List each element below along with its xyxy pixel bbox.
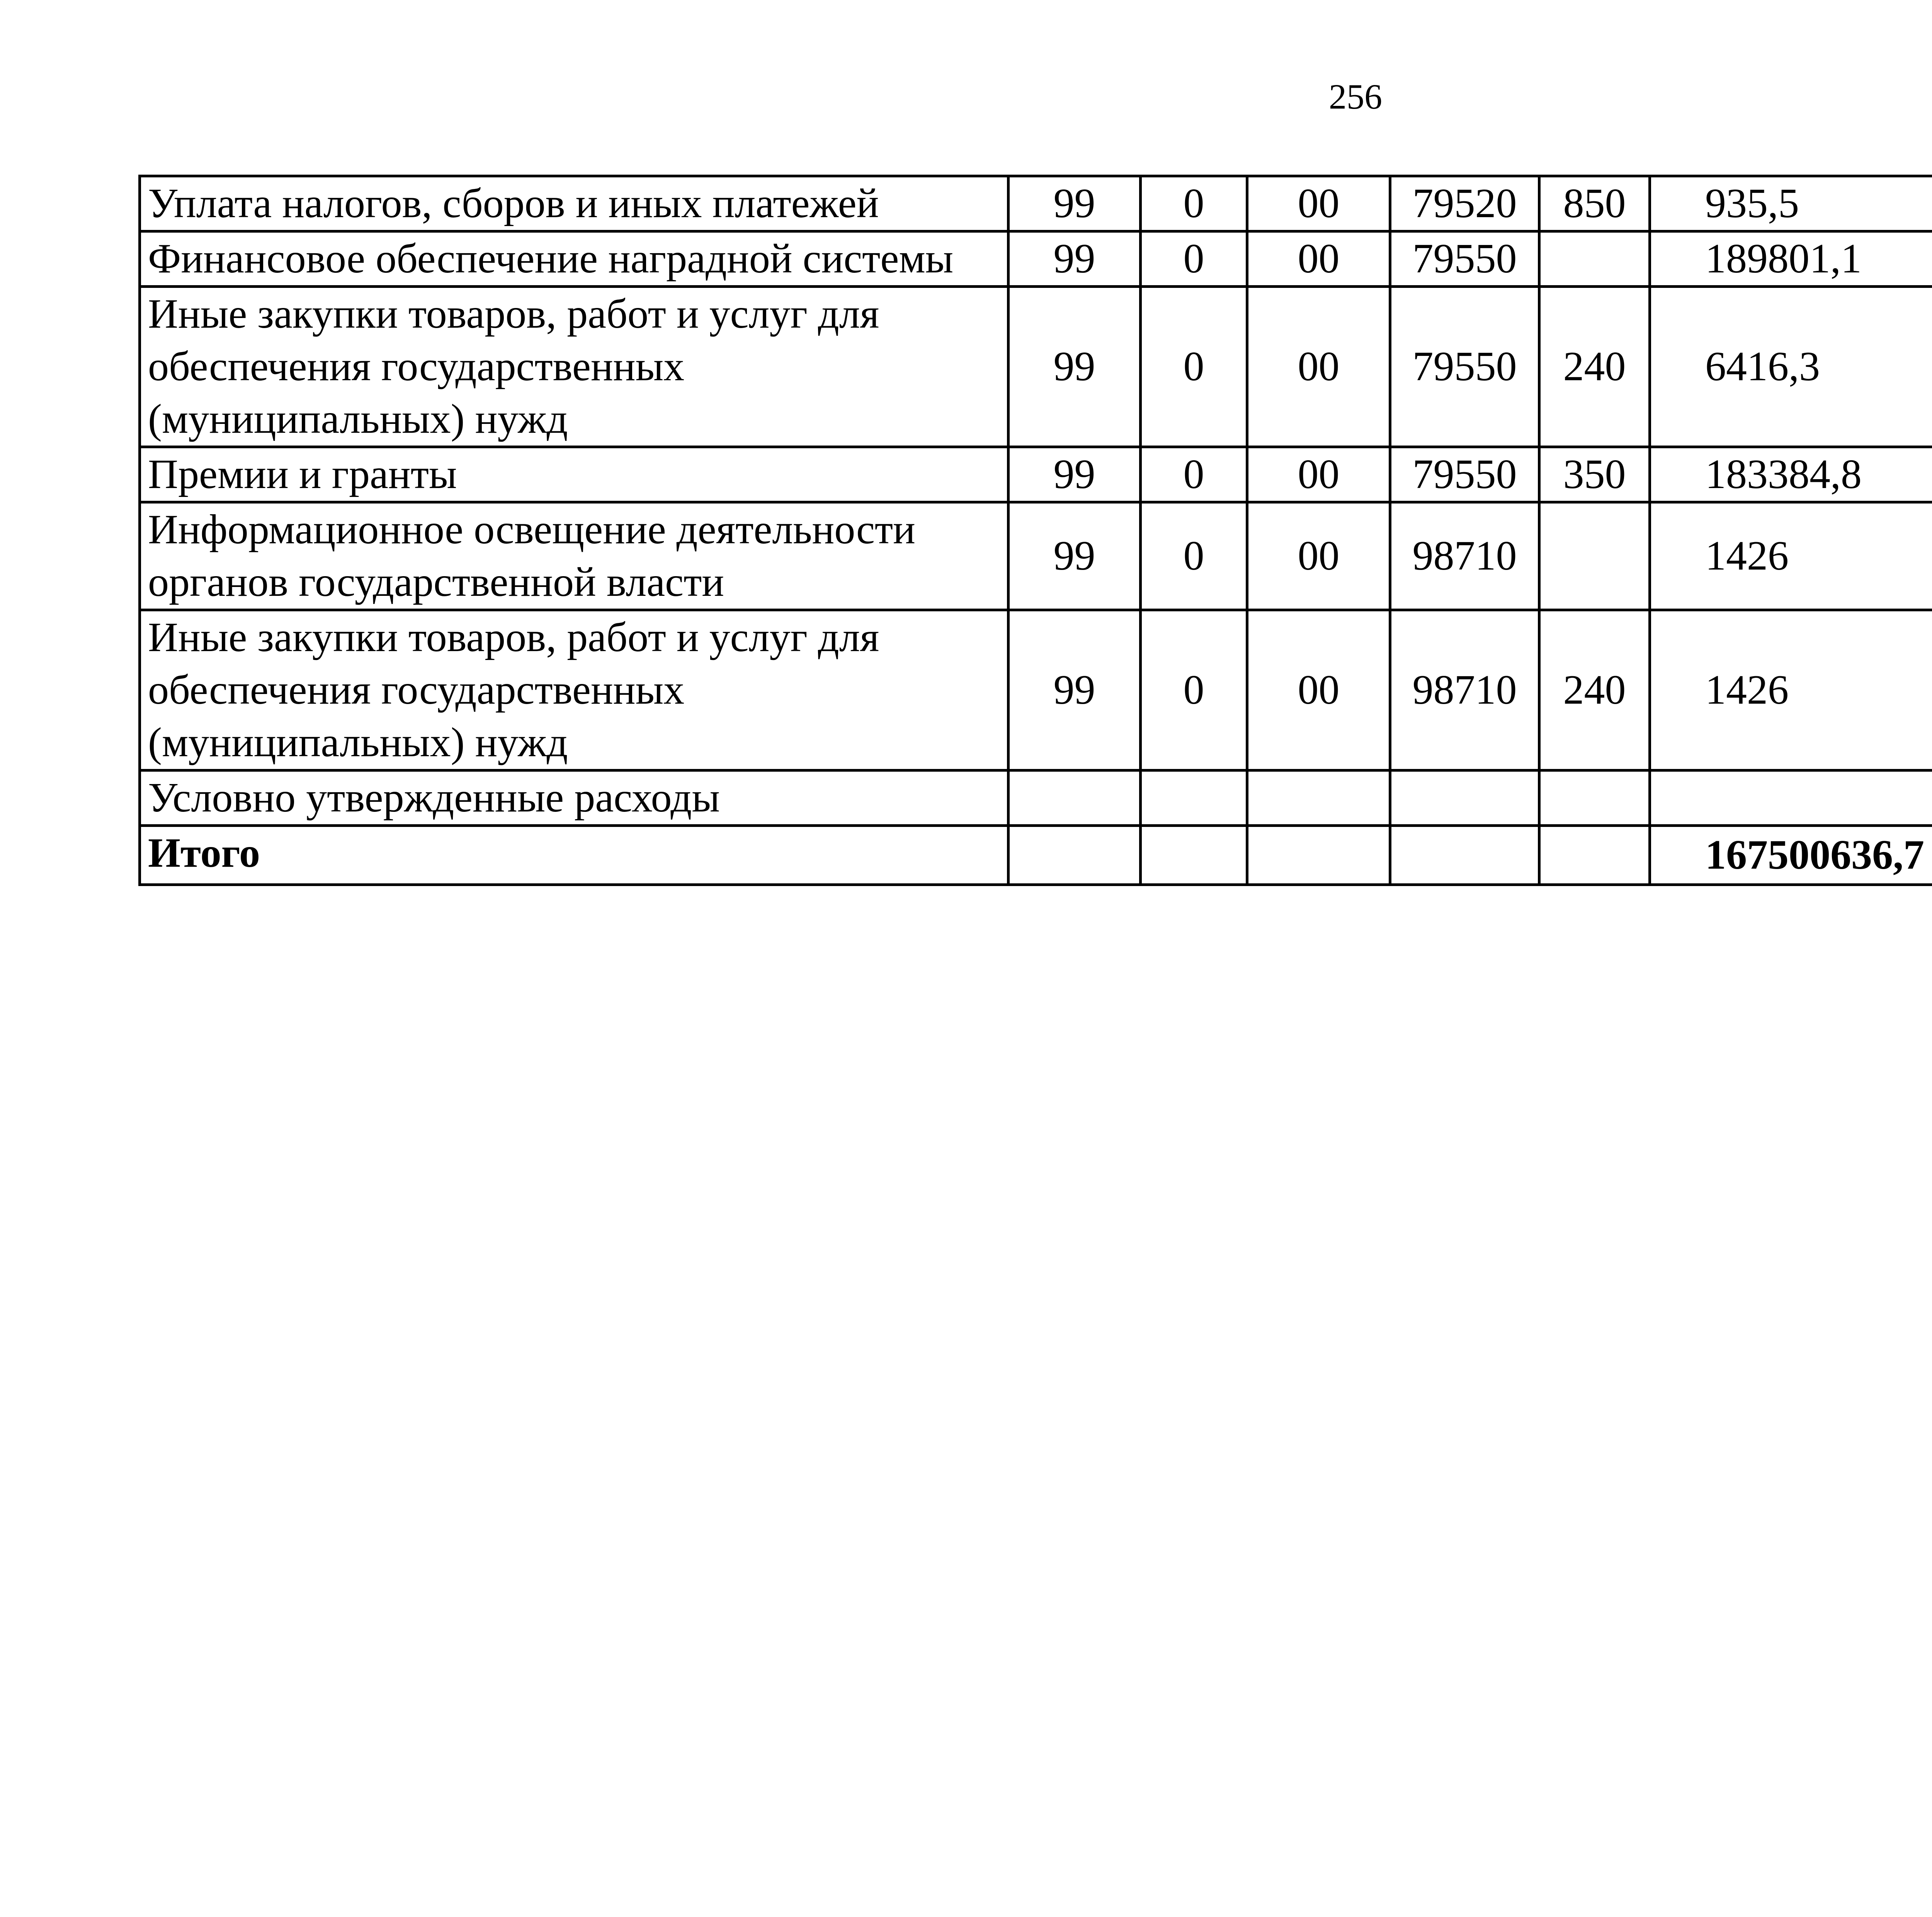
cell-code-3: 00 (1247, 287, 1390, 447)
cell-name: Итого (140, 826, 1009, 885)
cell-code-5: 350 (1539, 447, 1650, 502)
cell-value-1: 935,5 (1650, 176, 1932, 231)
cell-code-4 (1390, 826, 1539, 885)
cell-code-2: 0 (1141, 447, 1247, 502)
cell-code-1: 99 (1009, 231, 1141, 287)
cell-code-3: 00 (1247, 502, 1390, 610)
cell-code-2: 0 (1141, 610, 1247, 771)
cell-value-1 (1650, 771, 1932, 826)
cell-value-1: 167500636,7 (1650, 826, 1932, 885)
cell-code-3: 00 (1247, 447, 1390, 502)
cell-code-5 (1539, 771, 1650, 826)
cell-value-1: 183384,8 (1650, 447, 1932, 502)
cell-code-4: 79520 (1390, 176, 1539, 231)
cell-code-1: 99 (1009, 176, 1141, 231)
cell-value-1: 1426 (1650, 502, 1932, 610)
cell-code-1: 99 (1009, 502, 1141, 610)
cell-code-2 (1141, 826, 1247, 885)
cell-code-5 (1539, 826, 1650, 885)
cell-code-4: 98710 (1390, 502, 1539, 610)
cell-code-4: 79550 (1390, 447, 1539, 502)
cell-name: Финансовое обеспечение наградной системы (140, 231, 1009, 287)
cell-code-4: 98710 (1390, 610, 1539, 771)
cell-code-1: 99 (1009, 447, 1141, 502)
cell-code-5 (1539, 231, 1650, 287)
cell-name: Иные закупки товаров, работ и услуг для обеспечения государственных (муниципальных) нужд (140, 610, 1009, 771)
cell-code-4: 79550 (1390, 287, 1539, 447)
cell-name: Информационное освещение деятельности органов государственной власти (140, 502, 1009, 610)
table-row (140, 502, 1932, 610)
cell-code-1: 99 (1009, 610, 1141, 771)
page-number: 256 (1329, 77, 1382, 116)
cell-code-3: 00 (1247, 610, 1390, 771)
cell-code-4: 79550 (1390, 231, 1539, 287)
cell-code-2: 0 (1141, 287, 1247, 447)
cell-code-5: 240 (1539, 287, 1650, 447)
cell-name: Премии и гранты (140, 447, 1009, 502)
table-row (140, 447, 1932, 502)
cell-code-5: 240 (1539, 610, 1650, 771)
table-row (140, 287, 1932, 447)
cell-code-2 (1141, 771, 1247, 826)
cell-value-1: 6416,3 (1650, 287, 1932, 447)
cell-value-1: 189801,1 (1650, 231, 1932, 287)
cell-code-5: 850 (1539, 176, 1650, 231)
cell-code-3 (1247, 826, 1390, 885)
cell-name: Уплата налогов, сборов и иных платежей (140, 176, 1009, 231)
table-row (140, 771, 1932, 826)
cell-code-3 (1247, 771, 1390, 826)
table-row (140, 610, 1932, 771)
cell-code-1 (1009, 771, 1141, 826)
cell-code-4 (1390, 771, 1539, 826)
table-row (140, 176, 1932, 231)
cell-code-3: 00 (1247, 176, 1390, 231)
cell-code-2: 0 (1141, 231, 1247, 287)
cell-code-1 (1009, 826, 1141, 885)
cell-code-2: 0 (1141, 502, 1247, 610)
table-row (140, 231, 1932, 287)
cell-name: Условно утвержденные расходы (140, 771, 1009, 826)
cell-code-5 (1539, 502, 1650, 610)
cell-value-1: 1426 (1650, 610, 1932, 771)
cell-code-3: 00 (1247, 231, 1390, 287)
cell-code-1: 99 (1009, 287, 1141, 447)
budget-table (138, 175, 1932, 886)
table-row-total (140, 826, 1932, 885)
cell-code-2: 0 (1141, 176, 1247, 231)
cell-name: Иные закупки товаров, работ и услуг для обеспечения государственных (муниципальных) нужд (140, 287, 1009, 447)
